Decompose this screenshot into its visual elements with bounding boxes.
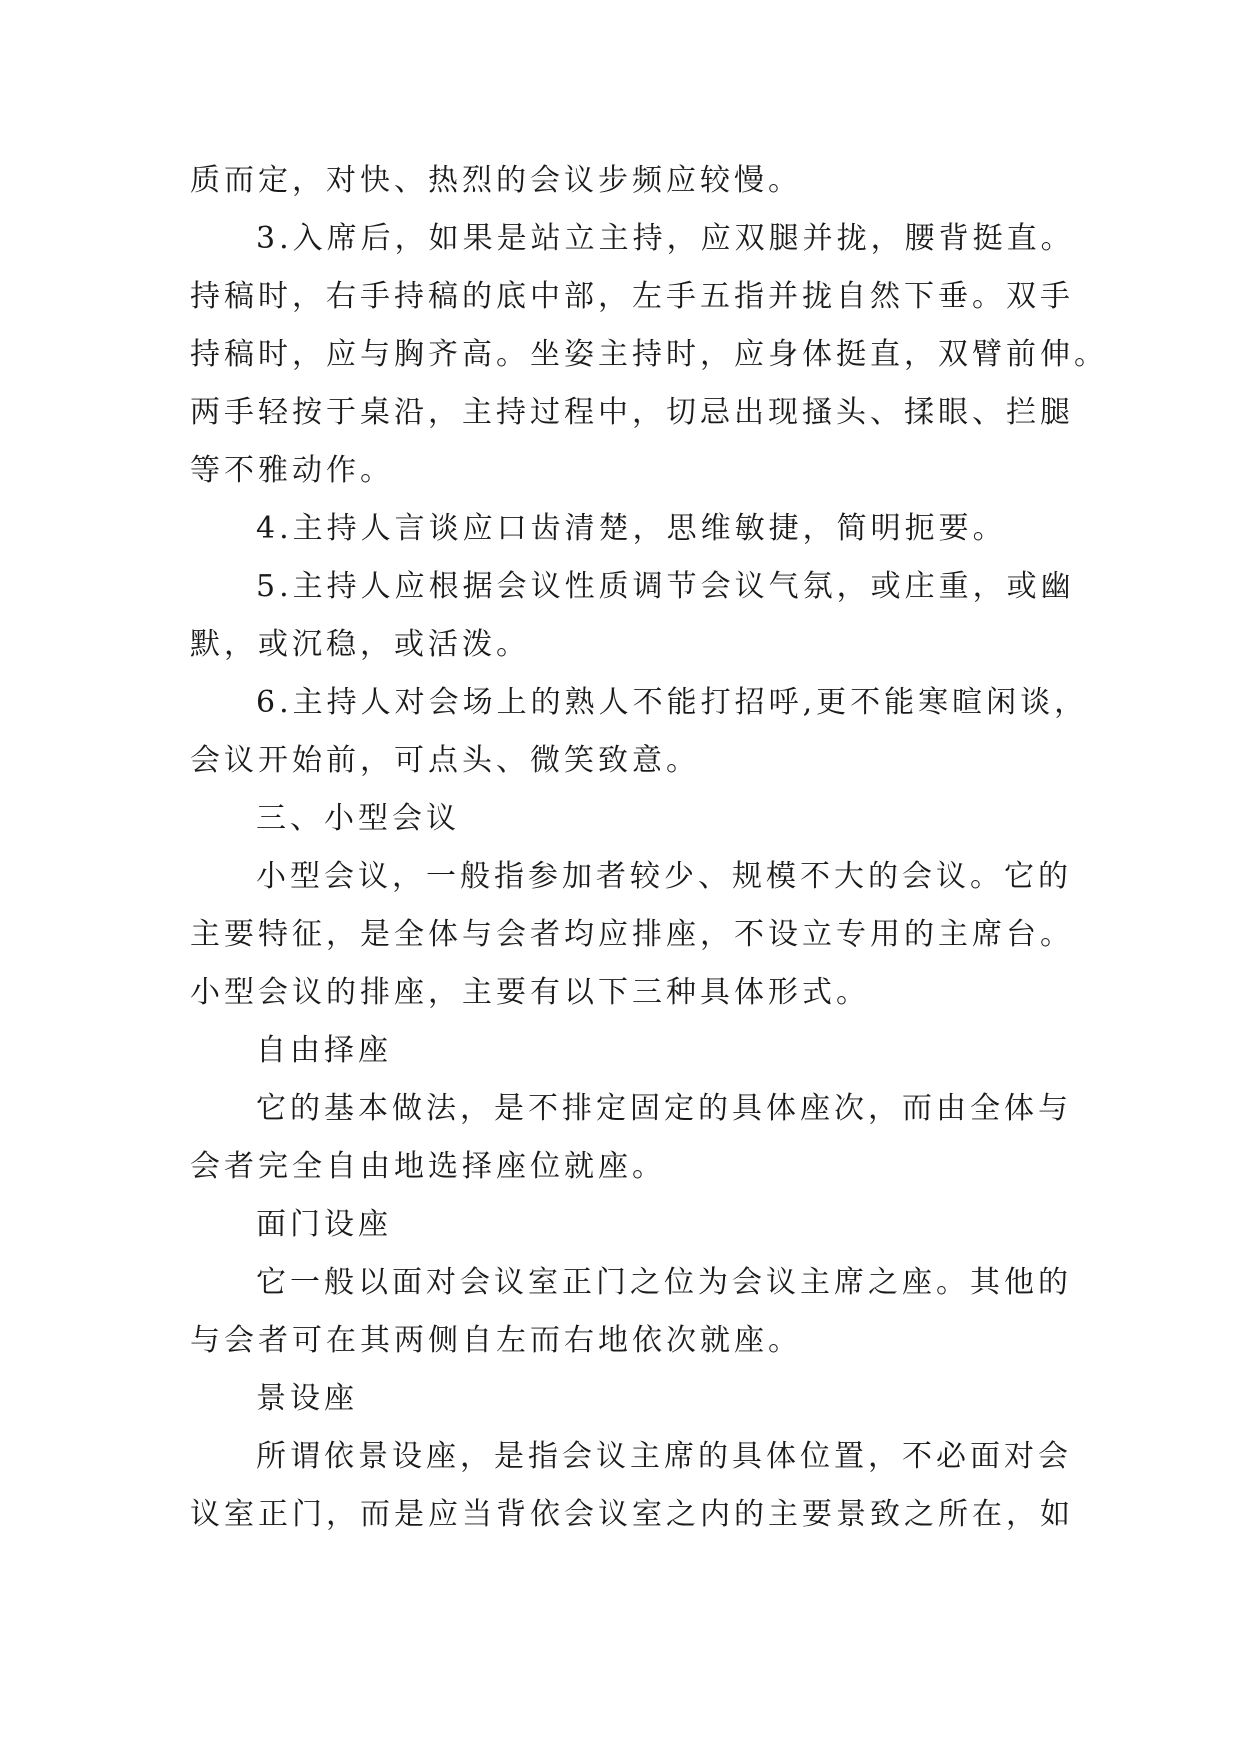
text-line: 两手轻按于桌沿，主持过程中，切忌出现搔头、揉眼、拦腿	[190, 395, 1074, 430]
text-line: 5.主持人应根据会议性质调节会议气氛，或庄重，或幽	[256, 569, 1075, 604]
text-line: 景设座	[256, 1381, 358, 1416]
text-line: 所谓依景设座，是指会议主席的具体位置，不必面对会	[256, 1439, 1072, 1474]
text-line: 议室正门，而是应当背依会议室之内的主要景致之所在，如	[190, 1497, 1074, 1532]
text-line: 持稿时，应与胸齐高。坐姿主持时，应身体挺直，双臂前伸。	[190, 337, 1108, 372]
text-line: 小型会议的排座，主要有以下三种具体形式。	[190, 975, 870, 1010]
text-line: 3.入席后，如果是站立主持，应双腿并拢，腰背挺直。	[256, 221, 1075, 256]
text-line: 会议开始前，可点头、微笑致意。	[190, 743, 700, 778]
text-line: 质而定，对快、热烈的会议步频应较慢。	[190, 163, 802, 198]
text-line: 4.主持人言谈应口齿清楚，思维敏捷，简明扼要。	[256, 511, 1007, 546]
text-line: 它的基本做法，是不排定固定的具体座次，而由全体与	[256, 1091, 1072, 1126]
text-line: 自由择座	[256, 1033, 392, 1068]
text-line: 面门设座	[256, 1207, 392, 1242]
text-line: 小型会议，一般指参加者较少、规模不大的会议。它的	[256, 859, 1072, 894]
text-line: 6.主持人对会场上的熟人不能打招呼,更不能寒暄闲谈，	[256, 685, 1089, 720]
document-body	[190, 152, 1108, 1544]
text-line: 三、小型会议	[256, 801, 460, 836]
text-line: 会者完全自由地选择座位就座。	[190, 1149, 666, 1184]
text-line: 主要特征，是全体与会者均应排座，不设立专用的主席台。	[190, 917, 1074, 952]
text-line: 等不雅动作。	[190, 453, 394, 488]
text-line: 它一般以面对会议室正门之位为会议主席之座。其他的	[256, 1265, 1072, 1300]
text-line: 默，或沉稳，或活泼。	[190, 627, 530, 662]
text-line: 持稿时，右手持稿的底中部，左手五指并拢自然下垂。双手	[190, 279, 1074, 314]
text-line: 与会者可在其两侧自左而右地依次就座。	[190, 1323, 802, 1358]
